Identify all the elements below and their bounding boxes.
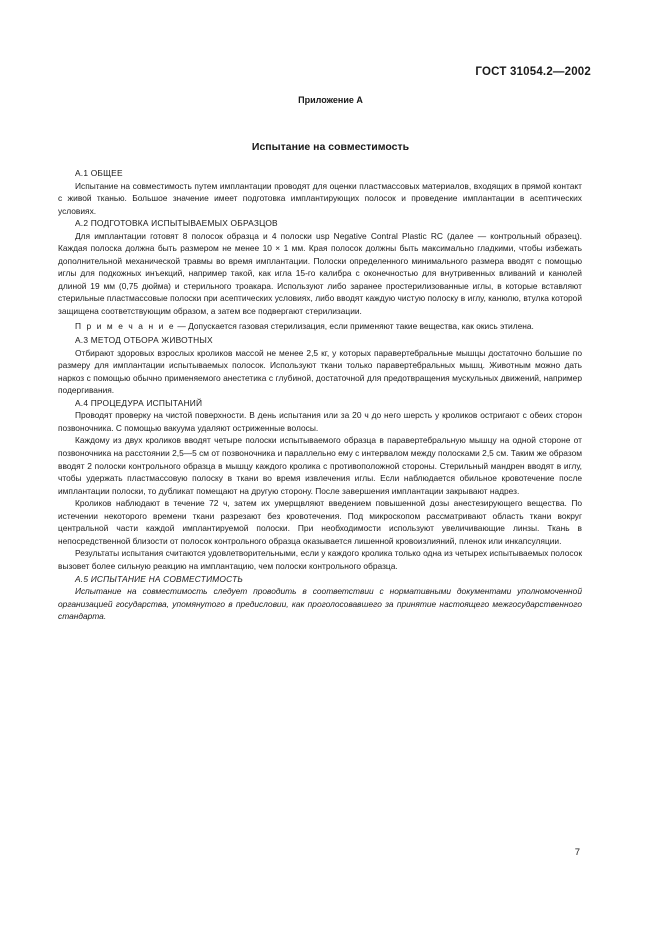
section-heading-a5: А.5 ИСПЫТАНИЕ НА СОВМЕСТИМОСТЬ — [75, 573, 244, 584]
page-title: Испытание на совместимость — [251, 141, 410, 153]
paragraph: Для имплантации готовят 8 полосок образца и 4 полоски usp Negative Contral Plastic RC (далее — контрольный образец). Каждая полоска должна быть размером не менее 10 × 1 мм. Края полосок должны быть максимально гладкими, чтобы избежать дополнительной механической травмы во время имплантации. Полоски определенного минимального размера вводят с помощью иглы для подкожных инъекций, например такой, как игла 15-го калибра с оконечностью для внутривенных вливаний и канюлей длиной 19 мм (0,75 дюйма) и стерильного троакара. Используют либо заранее простерилизованные иглы, в которые вставляют стерильные пластмассовые полоски при асептических условиях, либо вводят каждую чистую полоску в иглу, канюлю, втулка которой защищена соответствующим образом, а затем все подвергают стерилизации. — [58, 230, 582, 317]
paragraph: Отбирают здоровых взрослых кроликов массой не менее 2,5 кг, у которых паравертебральные мышцы достаточно большие по размеру для имплантации испытываемых полосок. Используют ткани только паравертебральных мышц. Животным можно дать наркоз с помощью обычно применяемого анестетика с глубиной, достаточной для предотвращения мускульных движений, например подергивания. — [58, 347, 582, 396]
paragraph: Испытание на совместимость следует проводить в соответствии с нормативными документами уполномоченной организацией государства, упомянутого в предисловии, как проголосовавшего за принятие настоящего межгосударственного стандарта. — [58, 586, 582, 622]
paragraph: Результаты испытания считаются удовлетворительными, если у каждого кролика только одна из четырех испытываемых полосок вызовет более сильную реакцию на имплантацию, чем полоски контрольного образца. — [58, 548, 582, 571]
section-heading-a1: А.1 ОБЩЕЕ — [75, 168, 123, 178]
appendix-label: Приложение А — [298, 95, 363, 105]
paragraph: Каждому из двух кроликов вводят четыре полоски испытываемого образца в паравертебральную мышцу на одной стороне от позвоночника на расстоянии 2,5—5 см от позвоночника и параллельно ему с интервалом между полосками 2,5 см. Таким же образом вводят 2 полоски контрольного образца в мышцу каждого кролика с противоположной стороны. Стерильный мандрен вводят в иглу, чтобы удержать пластмассовую полоску в ткани во время извлечения иглы. Если наблюдается обильное кровотечение после имплантации полоски, то дубликат помещают на другую сторону. После завершения имплантации закрывают надрез. — [58, 435, 582, 496]
paragraph: Кроликов наблюдают в течение 72 ч, затем их умерщвляют введением повышенной дозы анестезирующего вещества. По истечении некоторого времени ткани разрезают без кровотечения. Под микроскопом рассматривают область ткани вокруг центральной части каждой имплантируемой полоски. При необходимости используют увеличивающие линзы. Ткань в непосредственной близости от полосок контрольного образца оказывается лишенной кровоизлияний, пленок или инкапсуляции. — [58, 498, 582, 546]
note — [58, 320, 582, 333]
paragraph: Испытание на совместимость путем имплантации проводят для оценки пластмассовых материалов, входящих в прямой контакт с живой тканью. Большое значение имеет подготовка имплантирующих полосок и проведение имплантации в асептических условиях. — [58, 180, 582, 216]
section-heading-a4: А.4 ПРОЦЕДУРА ИСПЫТАНИЙ — [75, 397, 203, 408]
note-prefix: П р и м е ч а н и е — [75, 320, 176, 331]
document-body — [58, 167, 582, 623]
paragraph: Проводят проверку на чистой поверхности. В день испытания или за 20 ч до него шерсть у кроликов остригают с обеих сторон позвоночника. С помощью вакуума удаляют остриженные волосы. — [58, 410, 582, 433]
section-heading-a2: А.2 ПОДГОТОВКА ИСПЫТЫВАЕМЫХ ОБРАЗЦОВ — [75, 218, 278, 229]
section-heading-a3: А.3 МЕТОД ОТБОРА ЖИВОТНЫХ — [75, 335, 213, 346]
note-text: — Допускается газовая стерилизация, если применяют такие вещества, как окись этилена. — [175, 320, 534, 331]
page-number: 7 — [574, 847, 580, 858]
standard-number: ГОСТ 31054.2—2002 — [475, 66, 591, 78]
